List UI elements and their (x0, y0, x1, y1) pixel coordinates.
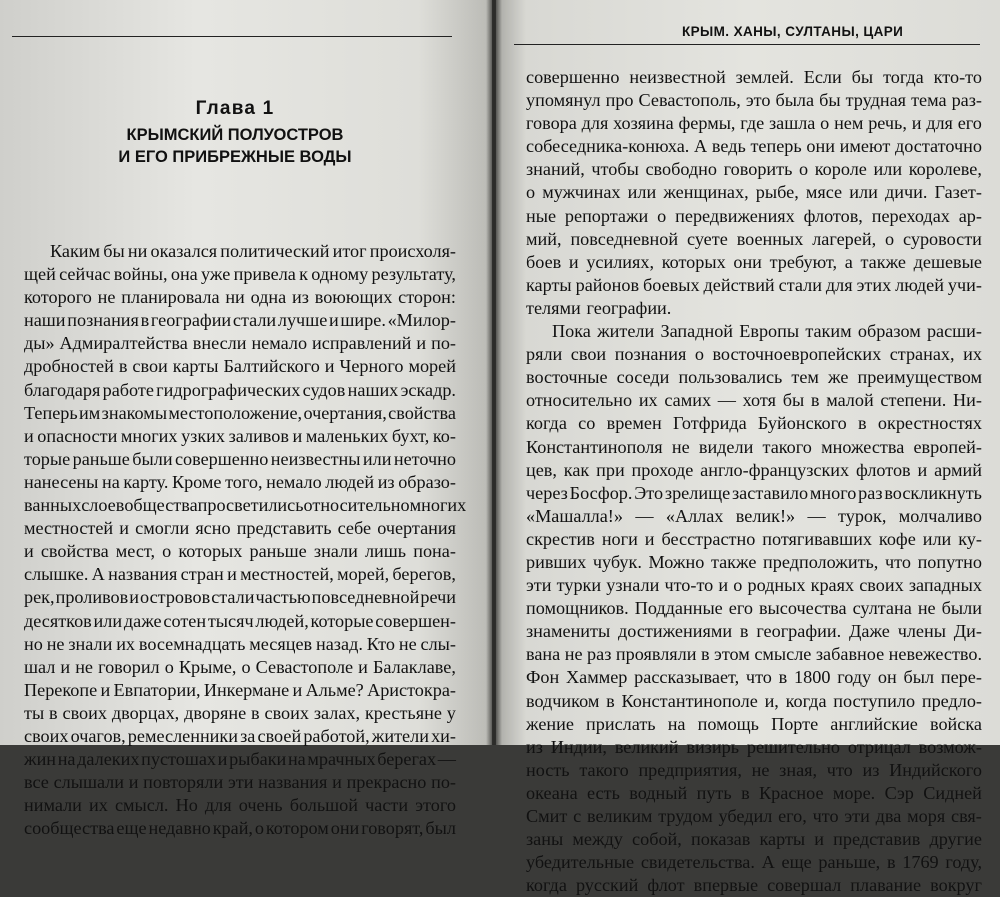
text-line: торые раньше были совершенно неизвестны или неточно (24, 448, 456, 469)
text-line: наши познания в географии стали лучше и шире. «Милор- (24, 310, 456, 331)
text-line: Фон Хаммер рассказывает, что в 1800 году он был пере- (526, 667, 982, 688)
chapter-title-line: И ЕГО ПРИБРЕЖНЫЕ ВОДЫ (118, 148, 352, 166)
text-line: ванных слоев общества просветились относительно многих (24, 495, 467, 516)
text-line: ты в своих дворцах, дворяне в своих залах, крестьяне у (24, 702, 456, 723)
text-line: Перекопе и Евпатории, Инкермане и Альме? Аристокра- (24, 679, 456, 700)
text-line: заны между собой, показав карты и представив другие (526, 829, 982, 850)
right-page (496, 0, 1000, 896)
text-line: сообщества еще недавно край, о котором они говорят, был (24, 818, 456, 839)
text-line: и свойства мест, о которых раньше знали лишь пона- (24, 541, 456, 562)
right-page-body-text (526, 66, 982, 897)
text-line: «Машалла!» — «Аллах велик!» — турок, молчаливо (526, 505, 982, 526)
chapter-number: Глава 1 (195, 98, 275, 119)
text-line: телями географии. (526, 297, 672, 318)
text-line: совершенно неизвестной землей. Если бы тогда кто-то (526, 67, 982, 87)
text-line: нанесены на карту. Кроме того, немало людей из образо- (24, 471, 456, 492)
text-line: собеседника-конюха. А ведь теперь они имеют достаточно (526, 136, 982, 157)
text-line: о мужчинах или женщинах, рыбе, мясе или дичи. Газет- (526, 182, 982, 203)
text-line: жение прислать на помощь Порте английские войска (526, 713, 982, 734)
text-line: эти турки узнали что-то и о родных краях своих западных (526, 575, 982, 596)
text-line: которого не планировала ни одна из воюющих сторон: (24, 287, 456, 308)
text-line: карты районов боевых действий стали для этих людей учи- (526, 274, 982, 295)
text-line: Теперь им знакомы местоположение, очертания, свойства (24, 402, 456, 423)
text-line: цев, как при проходе англо-французских флотов и армий (526, 459, 982, 480)
text-line: Пока жители Западной Европы таким образом расши- (552, 321, 982, 342)
text-line: когда со времен Готфрида Буйонского в окрестностях (526, 413, 982, 434)
text-line: ривших чубук. Можно также предположить, что попутно (526, 551, 982, 572)
text-line: упомянул про Севастополь, это была бы трудная тема раз- (526, 90, 982, 111)
left-page (0, 0, 492, 839)
left-page-body-text (24, 240, 467, 840)
text-line: щей сейчас войны, она уже привела к одному результату, (24, 264, 456, 285)
text-line: помощников. Подданные его высочества султана не были (526, 598, 982, 619)
text-line: Каким бы ни оказался политический итог происхоля- (50, 241, 456, 261)
text-line: боев и усилиях, которых они требуют, а также дешевые (526, 251, 982, 272)
text-line: но не знали их восемнадцать месяцев назад. Кто не слы- (24, 633, 456, 654)
text-line: через Босфор. Это зрелище заставило много раз воскликнуть (526, 482, 982, 503)
text-line: десятков или даже сотен тысяч людей, которые совершен- (24, 610, 456, 631)
text-line: Константинополя не видели такого множества европей- (526, 436, 982, 457)
text-line: жин на далеких пустошах и рыбаки на мрачных берегах — (24, 749, 456, 770)
chapter-title (0, 124, 470, 168)
text-line: водчиком в Константинополе и, когда поступило предло- (526, 690, 982, 711)
text-line: знамениты достижениями в географии. Даже члены Ди- (526, 621, 982, 642)
text-line: океана есть водный путь в Красное море. Сэр Сидней (526, 782, 982, 803)
text-line: когда русский флот впервые совершал плавание вокруг (526, 875, 982, 896)
text-line: ряли свои познания о восточноевропейских странах, их (526, 344, 982, 365)
text-line: Смит с великим трудом убедил его, что эти два моря свя- (526, 806, 982, 826)
running-head: КРЫМ. ХАНЫ, СУЛТАНЫ, ЦАРИ (682, 24, 904, 39)
text-line: мий, повседневной суете военных лагерей, о суровости (526, 228, 982, 249)
text-line: рек, проливов и островов стали частью повседневной речи (24, 587, 456, 608)
header-rule-left (12, 36, 452, 37)
text-line: слышке. А названия стран и местностей, морей, берегов, (24, 564, 456, 585)
text-line: говора для хозяина фермы, где зашла о нем речь, и для его (526, 113, 982, 134)
text-line: относительно их самих — хотя бы в малой степени. Ни- (526, 390, 982, 411)
text-line: благодаря работе гидрографических судов наших эскадр. (24, 379, 456, 400)
text-line: все слышали и повторяли эти названия и прекрасно по- (24, 772, 456, 793)
text-line: ды» Адмиралтейства внесли немало исправлений и по- (24, 333, 456, 354)
text-line: местностей и смогли ясно представить себе очертания (24, 518, 456, 539)
text-line: шал и не говорил о Крыме, о Севастополе и Балаклаве, (24, 656, 456, 677)
text-line: ные репортажи о передвижениях флотов, переходах ар- (526, 205, 982, 226)
text-line: вана не раз проявляли в этом смысле забавное невежество. (526, 644, 982, 665)
text-line: и опасности многих узких заливов и маленьких бухт, ко- (24, 425, 456, 446)
text-line: своих очагов, ремесленники за своей работой, жители хи- (24, 725, 456, 746)
text-line: ность такого предприятия, не зная, что из Индийского (526, 759, 982, 780)
text-line: убедительные свидетельства. А еще раньше, в 1769 году, (526, 852, 982, 873)
book-gutter-shadow (486, 0, 502, 745)
text-line: дробностей в свои карты Балтийского и Черного морей (24, 356, 456, 377)
chapter-title-line: КРЫМСКИЙ ПОЛУОСТРОВ (126, 126, 344, 144)
header-rule-right (514, 44, 980, 45)
text-line: из Индии, великий визирь решительно отрицал возмож- (526, 736, 982, 757)
text-line: скрестив ноги и бесстрастно потягивавших кофе или ку- (526, 528, 982, 549)
text-line: знаний, чтобы свободно говорить о короле или королеве, (526, 159, 982, 180)
text-line: восточные соседи пользовались тем же преимуществом (526, 367, 982, 388)
text-line: нимали их смысл. Но для очень большой части этого (24, 795, 456, 816)
